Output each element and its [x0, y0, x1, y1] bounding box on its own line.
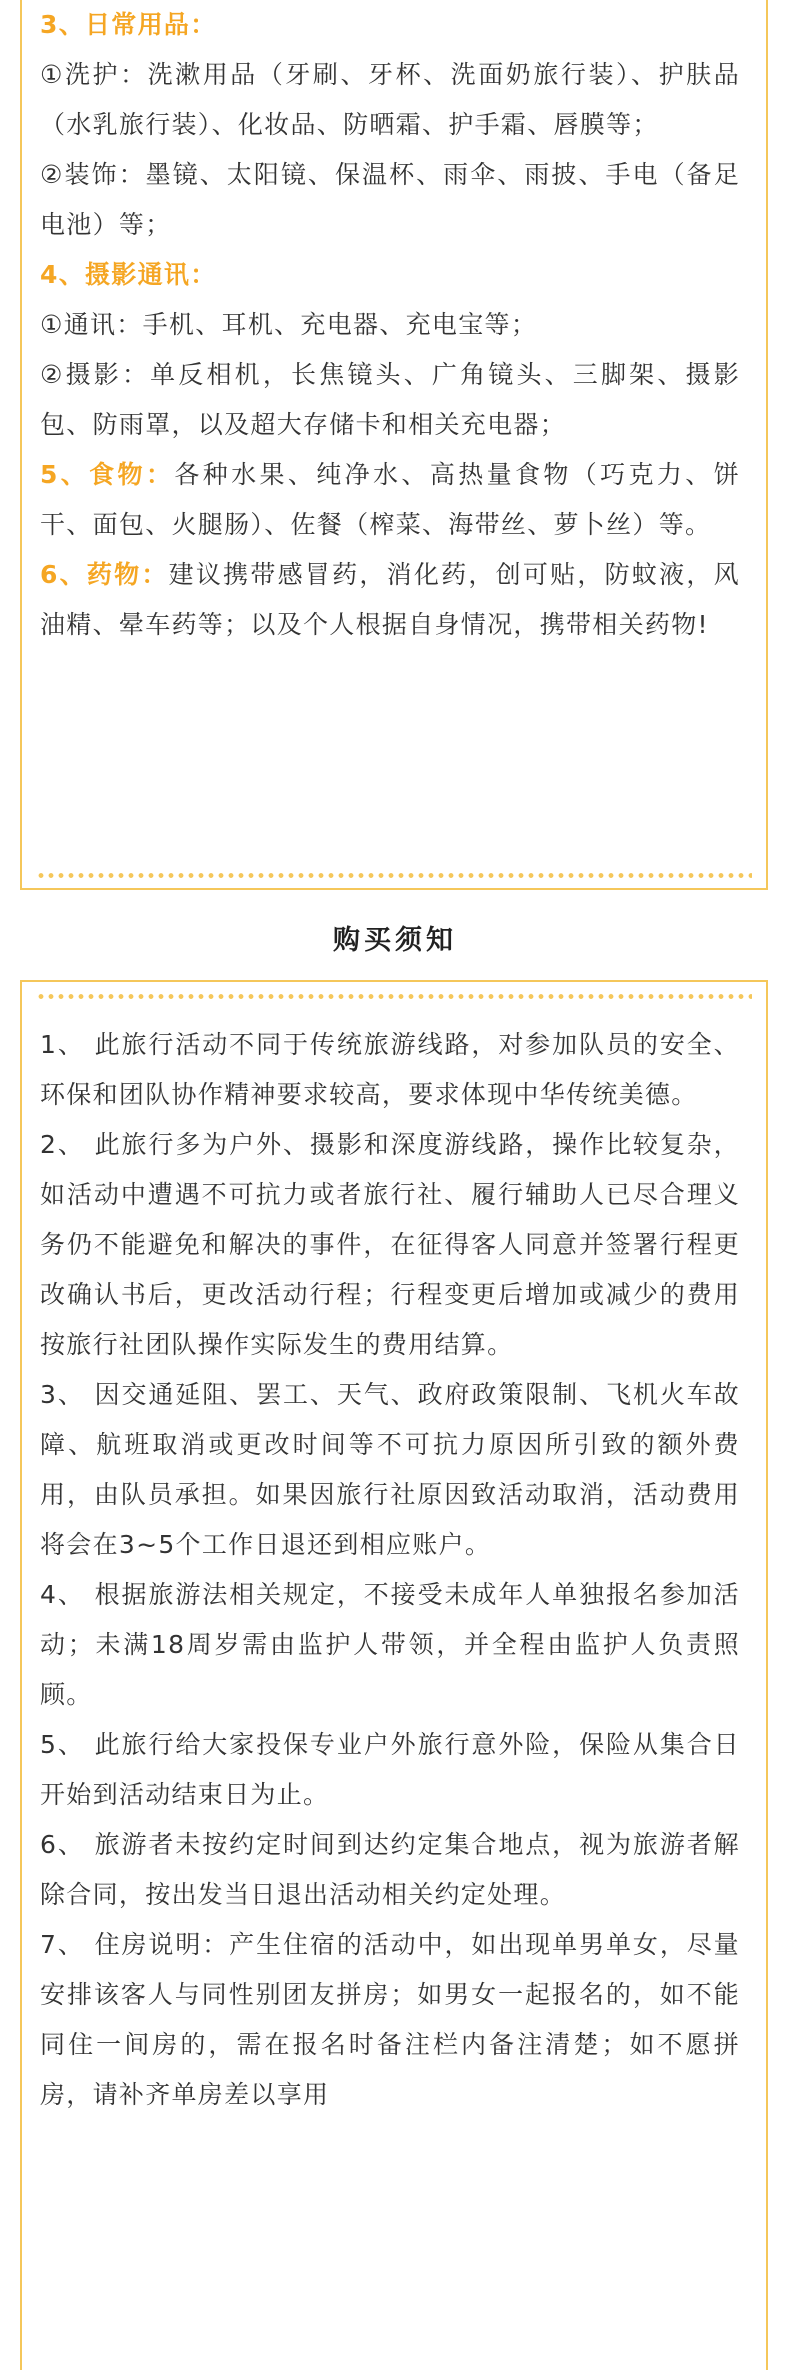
- camera-text: ②摄影：单反相机，长焦镜头、广角镜头、三脚架、摄影包、防雨罩，以及超大存储卡和相关充电器；: [40, 360, 740, 439]
- section-title-purchase-notice: 购买须知: [333, 925, 457, 956]
- photo-comm-heading: 4、摄影通讯：: [40, 260, 217, 289]
- dotted-divider: [36, 994, 752, 999]
- medicine-paragraph: [40, 550, 740, 650]
- daily-items-heading: 3、日常用品：: [40, 10, 217, 39]
- notice-item: 6、 旅游者未按约定时间到达约定集合地点，视为旅游者解除合同，按出发当日退出活动相关约定处理。: [40, 1830, 740, 1909]
- daily-wash-text: ①洗护：洗漱用品（牙刷、牙杯、洗面奶旅行装）、护肤品（水乳旅行装）、化妆品、防晒霜、护手霜、唇膜等；: [40, 60, 740, 139]
- notice-item: 1、 此旅行活动不同于传统旅游线路，对参加队员的安全、环保和团队协作精神要求较高，要求体现中华传统美德。: [40, 1030, 740, 1109]
- notice-item: 4、 根据旅游法相关规定，不接受未成年人单独报名参加活动；未满18周岁需由监护人带领，并全程由监护人负责照顾。: [40, 1580, 740, 1709]
- comm-text: ①通讯：手机、耳机、充电器、充电宝等；: [40, 310, 538, 339]
- food-paragraph: [40, 450, 740, 550]
- medicine-text: 建议携带感冒药，消化药，创可贴，防蚊液，风油精、晕车药等；以及个人根据自身情况，携带相关药物!: [40, 560, 740, 639]
- notice-item: 5、 此旅行给大家投保专业户外旅行意外险，保险从集合日开始到活动结束日为止。: [40, 1730, 740, 1809]
- notice-item: 3、 因交通延阻、罢工、天气、政府政策限制、飞机火车故障、航班取消或更改时间等不可抗力原因所引致的额外费用，由队员承担。如果因旅行社原因致活动取消，活动费用将会在3~5个工作日退还到相应账户。: [40, 1380, 740, 1559]
- purchase-notice-content: [40, 1020, 740, 2120]
- food-label: 5、食物：: [40, 460, 175, 489]
- notice-item: 7、 住房说明：产生住宿的活动中，如出现单男单女，尽量安排该客人与同性别团友拼房；如男女一起报名的，如不能同住一间房的，需在报名时备注栏内备注清楚；如不愿拼房，请补齐单房差以享用: [40, 1930, 740, 2109]
- medicine-label: 6、药物：: [40, 560, 169, 589]
- daily-decor-text: ②装饰：墨镜、太阳镜、保温杯、雨伞、雨披、手电（备足电池）等；: [40, 160, 740, 239]
- food-text: 各种水果、纯净水、高热量食物（巧克力、饼干、面包、火腿肠）、佐餐（榨菜、海带丝、萝卜丝）等。: [40, 460, 740, 539]
- dotted-divider: [36, 873, 752, 878]
- notice-item: 2、 此旅行多为户外、摄影和深度游线路，操作比较复杂，如活动中遭遇不可抗力或者旅行社、履行辅助人已尽合理义务仍不能避免和解决的事件，在征得客人同意并签署行程更改确认书后，更改活动行程；行程变更后增加或减少的费用按旅行社团队操作实际发生的费用结算。: [40, 1130, 740, 1359]
- packing-list-content: [40, 0, 740, 650]
